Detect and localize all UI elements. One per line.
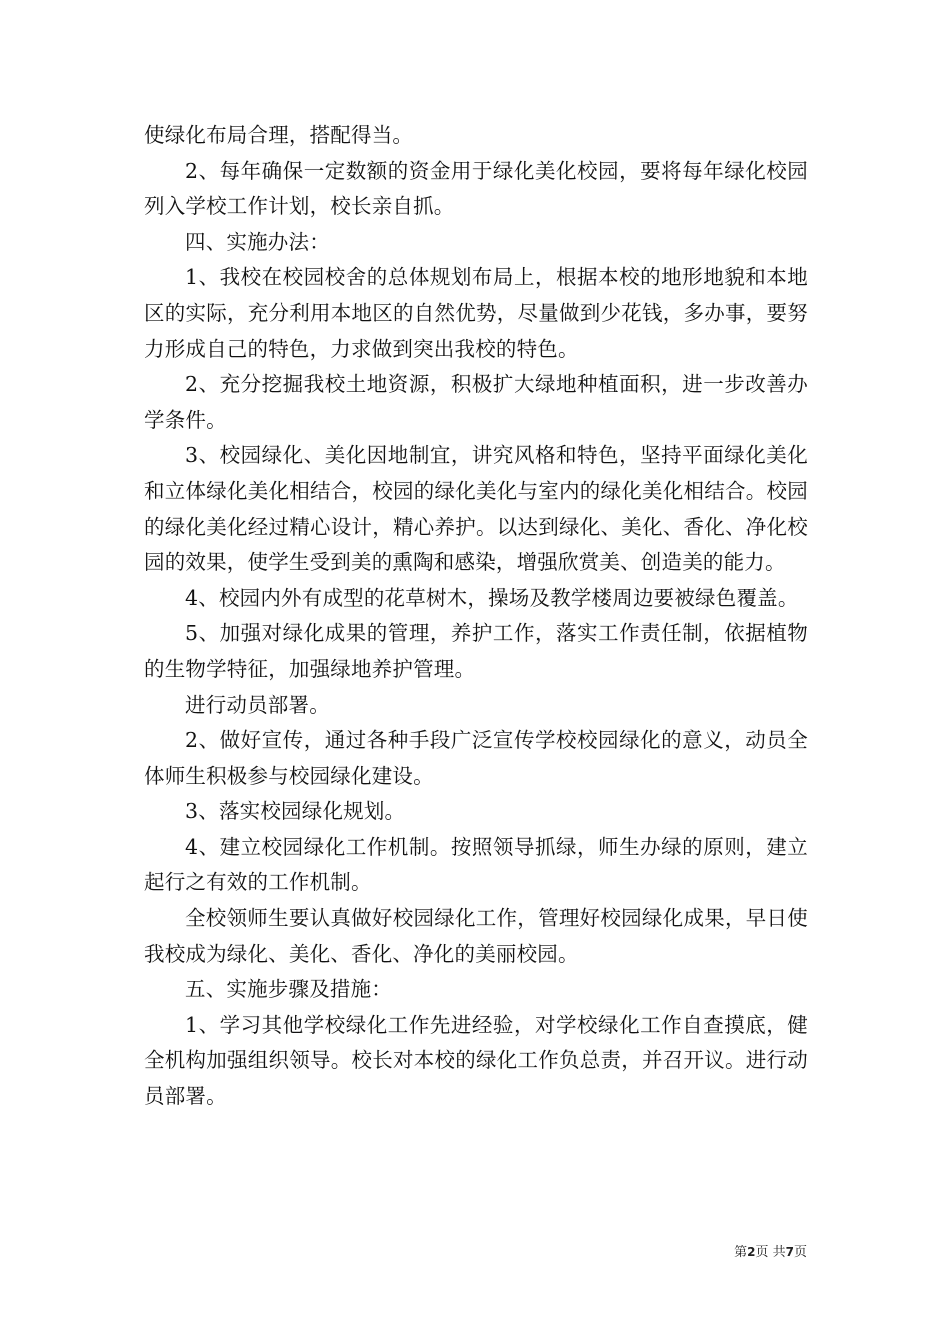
paragraph-6: 3、校园绿化、美化因地制宜，讲究风格和特色，坚持平面绿化美化和立体绿化美化相结合，校园的绿化美化与室内的绿化美化相结合。校园的绿化美化经过精心设计，精心养护。以达到绿化、美化、香化、净化校园的效果，使学生受到美的熏陶和感染，增强欣赏美、创造美的能力。 bbox=[144, 443, 808, 575]
page-number-footer bbox=[734, 1244, 807, 1261]
paragraph-15: 1、学习其他学校绿化工作先进经验，对学校绿化工作自查摸底，健全机构加强组织领导。校长对本校的绿化工作负总责，并召开议。进行动员部署。 bbox=[144, 1012, 808, 1109]
paragraph-4: 1、我校在校园校舍的总体规划布局上，根据本校的地形地貌和本地区的实际，充分利用本地区的自然优势，尽量做到少花钱，多办事，要努力形成自己的特色，力求做到突出我校的特色。 bbox=[144, 265, 808, 361]
paragraph-5: 2、充分挖掘我校土地资源，积极扩大绿地种植面积，进一步改善办学条件。 bbox=[144, 372, 808, 432]
paragraph-10: 2、做好宣传，通过各种手段广泛宣传学校校园绿化的意义，动员全体师生积极参与校园绿化建设。 bbox=[144, 728, 808, 788]
paragraph-12: 4、建立校园绿化工作机制。按照领导抓绿，师生办绿的原则，建立起行之有效的工作机制。 bbox=[144, 834, 808, 895]
footer-middle: 页 共 bbox=[755, 1245, 786, 1260]
document-body bbox=[144, 118, 808, 1115]
current-page-number: 2 bbox=[747, 1245, 756, 1259]
paragraph-1: 使绿化布局合理，搭配得当。 bbox=[144, 123, 414, 147]
paragraph-13: 全校领师生要认真做好校园绿化工作，管理好校园绿化成果，早日使我校成为绿化、美化、香化、净化的美丽校园。 bbox=[144, 906, 808, 966]
section-heading-5: 五、实施步骤及措施： bbox=[185, 977, 392, 1002]
paragraph-8: 5、加强对绿化成果的管理，养护工作，落实工作责任制，依据植物的生物学特征，加强绿地养护管理。 bbox=[144, 621, 808, 681]
footer-prefix: 第 bbox=[734, 1245, 748, 1260]
paragraph-2: 2、每年确保一定数额的资金用于绿化美化校园，要将每年绿化校园列入学校工作计划，校长亲自抓。 bbox=[144, 158, 808, 219]
footer-suffix: 页 bbox=[793, 1245, 807, 1260]
section-heading-4: 四、实施办法： bbox=[185, 229, 330, 254]
paragraph-9: 进行动员部署。 bbox=[185, 692, 330, 717]
paragraph-7: 4、校园内外有成型的花草树木，操场及教学楼周边要被绿色覆盖。 bbox=[185, 585, 799, 610]
total-pages-number: 7 bbox=[785, 1245, 794, 1259]
paragraph-11: 3、落实校园绿化规划。 bbox=[185, 799, 406, 824]
